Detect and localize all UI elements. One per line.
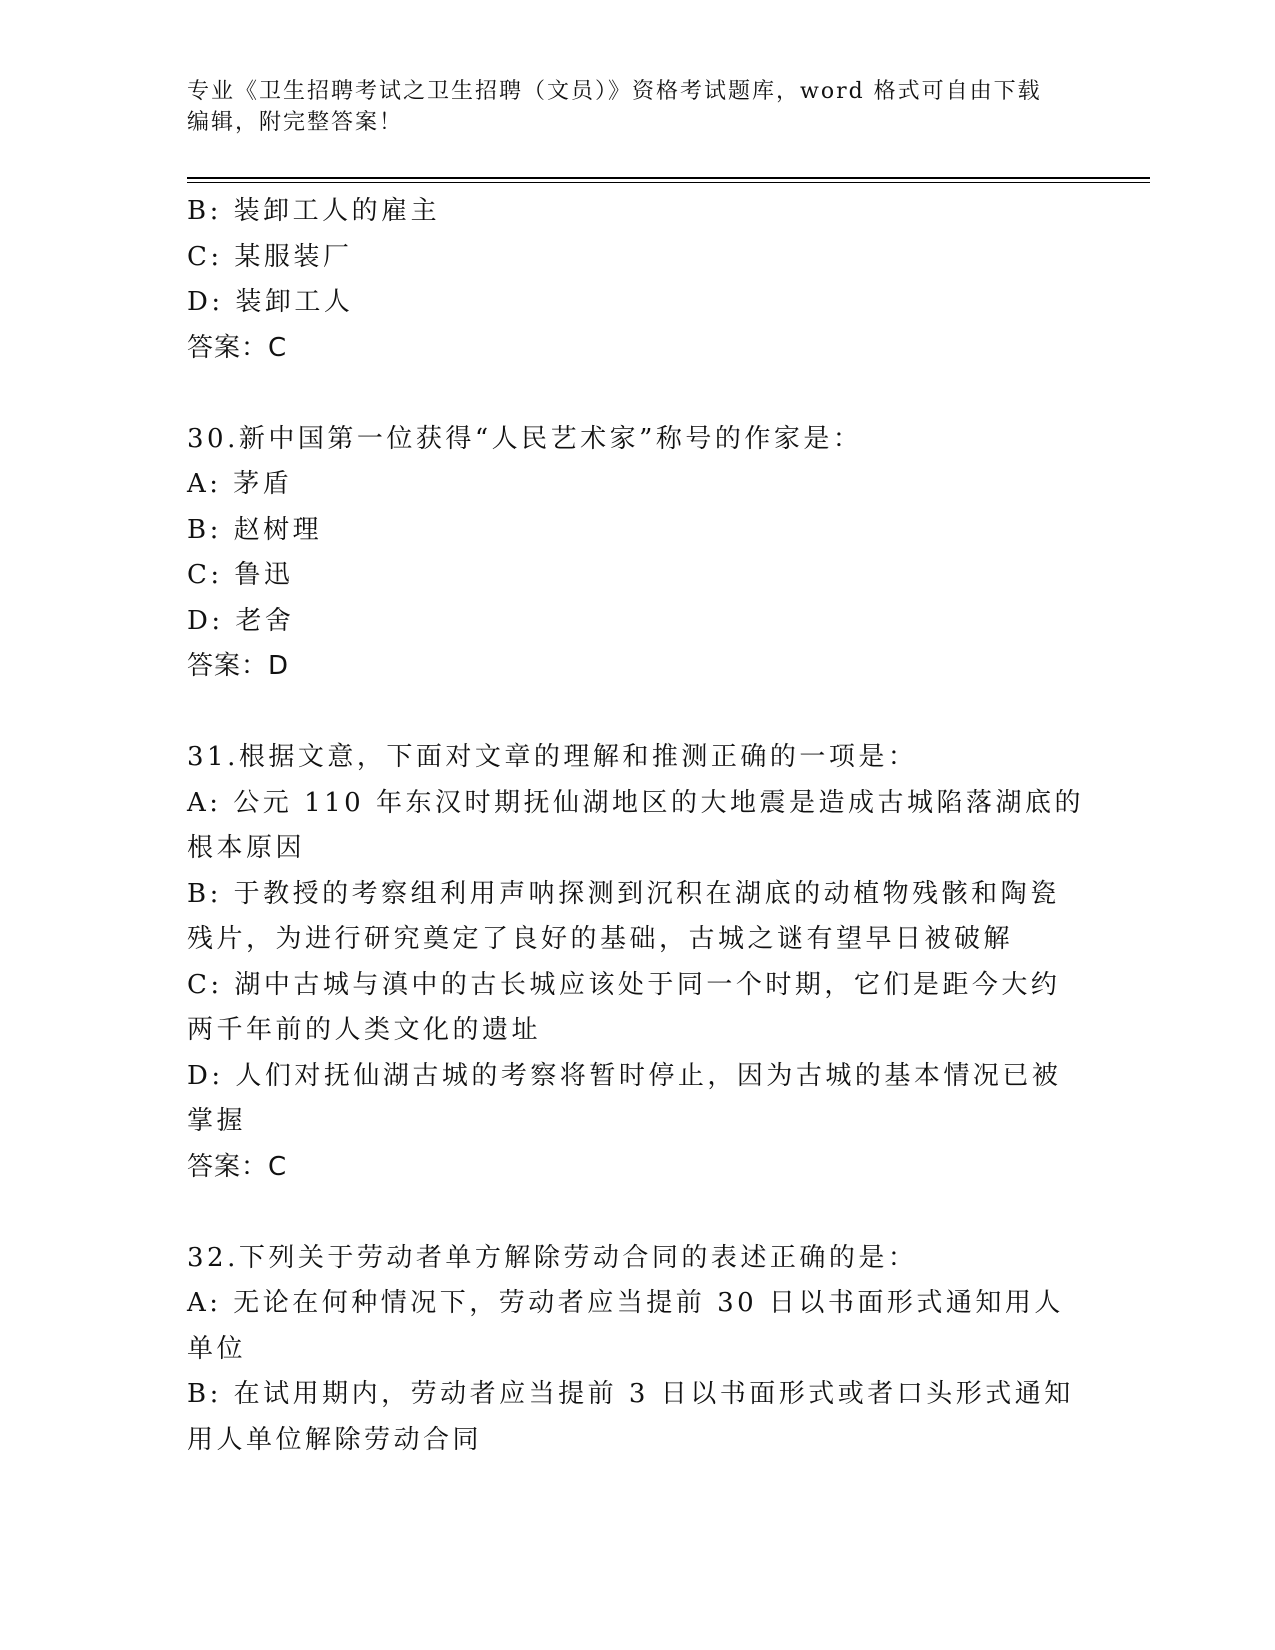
option-b: B: 装卸工人的雇主 (187, 196, 441, 226)
option-d: D: 人们对抚仙湖古城的考察将暂时停止，因为古城的基本情况已被掌握 (187, 1060, 1062, 1136)
header-line-2: 编辑，附完整答案！ (187, 110, 404, 135)
spacer (187, 1190, 1087, 1236)
question-32 (187, 1236, 1087, 1464)
spacer (187, 690, 1087, 736)
spacer (187, 371, 1087, 417)
header-line-1: 专业《卫生招聘考试之卫生招聘（文员）》资格考试题库，word 格式可自由下载 (187, 79, 1042, 104)
option-c: C: 鲁迅 (187, 560, 294, 590)
answer: 答案：C (187, 332, 288, 363)
option-b: B: 在试用期内，劳动者应当提前 3 日以书面形式或者口头形式通知用人单位解除劳动合同 (187, 1379, 1074, 1455)
answer: 答案：C (187, 1151, 288, 1182)
question-30 (187, 417, 1087, 690)
option-a: A: 无论在何种情况下，劳动者应当提前 30 日以书面形式通知用人单位 (187, 1288, 1064, 1364)
option-b: B: 于教授的考察组利用声呐探测到沉积在湖底的动植物残骸和陶瓷残片，为进行研究奠定了良好的基础，古城之谜有望早日被破解 (187, 878, 1060, 954)
answer: 答案：D (187, 651, 290, 681)
option-d: D: 装卸工人 (187, 287, 354, 317)
option-b: B: 赵树理 (187, 514, 323, 545)
option-d: D: 老舍 (187, 605, 295, 636)
option-a: A: 茅盾 (187, 469, 293, 499)
option-a: A: 公元 110 年东汉时期抚仙湖地区的大地震是造成古城陷落湖底的根本原因 (187, 787, 1084, 863)
header-divider-thin (187, 182, 1150, 183)
question-31 (187, 735, 1087, 1190)
page-header (187, 76, 1087, 138)
question-29 (187, 189, 1087, 371)
question-list (187, 189, 1087, 1463)
option-c: C: 湖中古城与滇中的古长城应该处于同一个时期，它们是距今大约两千年前的人类文化的遗址 (187, 969, 1061, 1045)
question-stem: 30.新中国第一位获得“人民艺术家”称号的作家是： (187, 423, 863, 454)
question-stem: 32.下列关于劳动者单方解除劳动合同的表述正确的是： (187, 1242, 918, 1273)
option-c: C: 某服装厂 (187, 241, 353, 272)
question-stem: 31.根据文意，下面对文章的理解和推测正确的一项是： (187, 742, 918, 772)
header-divider-thick (187, 177, 1150, 179)
